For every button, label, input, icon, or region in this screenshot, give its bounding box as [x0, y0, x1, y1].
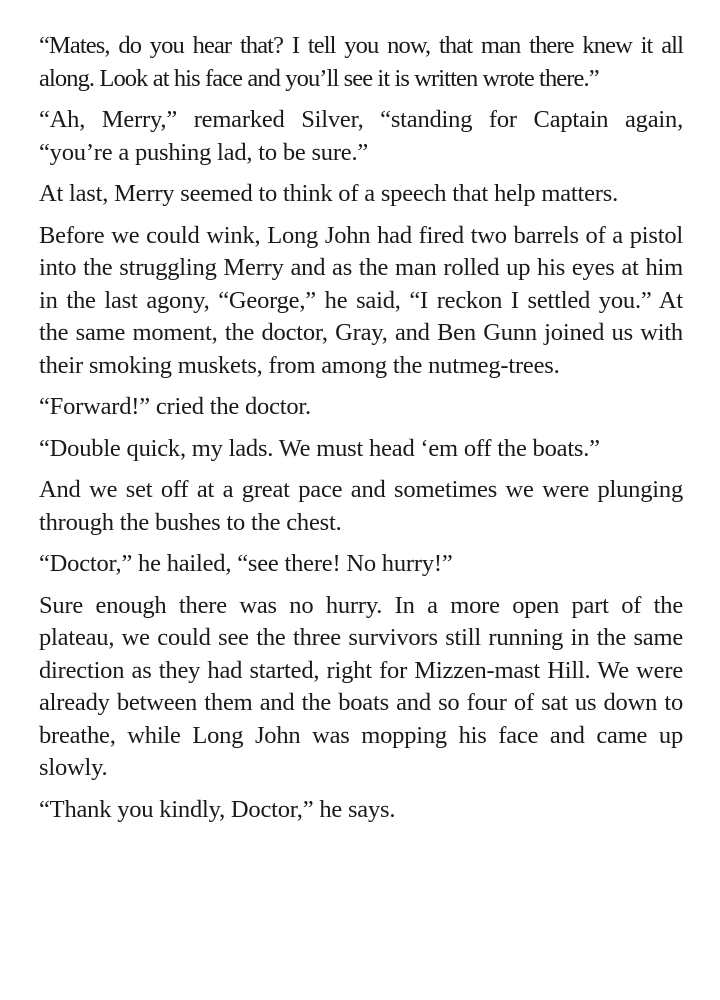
paragraph-10: “Thank you kindly, Doctor,” he says. [39, 795, 396, 823]
paragraph-4: Before we could wink, Long John had fired two barrels of a pistol into the struggling Merry and as the man rolled up his eyes at him in the last agony, “George,” he said, “I reckon I settled you.” At the same moment, the doctor, Gray, and Ben Gunn joined us with their smoking muskets, from among the nutmeg-trees. [39, 221, 683, 379]
paragraph-7: And we set off at a great pace and sometimes we were plunging through the bushes to the chest. [39, 476, 683, 536]
paragraph-8: “Doctor,” he hailed, “see there! No hurry!” [39, 550, 453, 577]
paragraph-3: At last, Merry seemed to think of a speech that help matters. [39, 180, 619, 207]
paragraph-5: “Forward!” cried the doctor. [39, 393, 311, 420]
paragraph-6: “Double quick, my lads. We must head ‘em off the boats.” [39, 434, 600, 462]
book-page-text [39, 30, 683, 835]
paragraph-9: Sure enough there was no hurry. In a more open part of the plateau, we could see the three survivors still running in the same direction as they had started, right for Mizzen-mast Hill. We were already between them and the boats and so four of sat us down to breathe, while Long John was mopping his face and came up slowly. [39, 591, 683, 781]
paragraph-2: “Ah, Merry,” remarked Silver, “standing for Captain again, “you’re a pushing lad, to be sure.” [39, 106, 683, 166]
paragraph-1: “Mates, do you hear that? I tell you now, that man there knew it all along. Look at his face and you’ll see it is written wrote there.” [39, 32, 683, 92]
